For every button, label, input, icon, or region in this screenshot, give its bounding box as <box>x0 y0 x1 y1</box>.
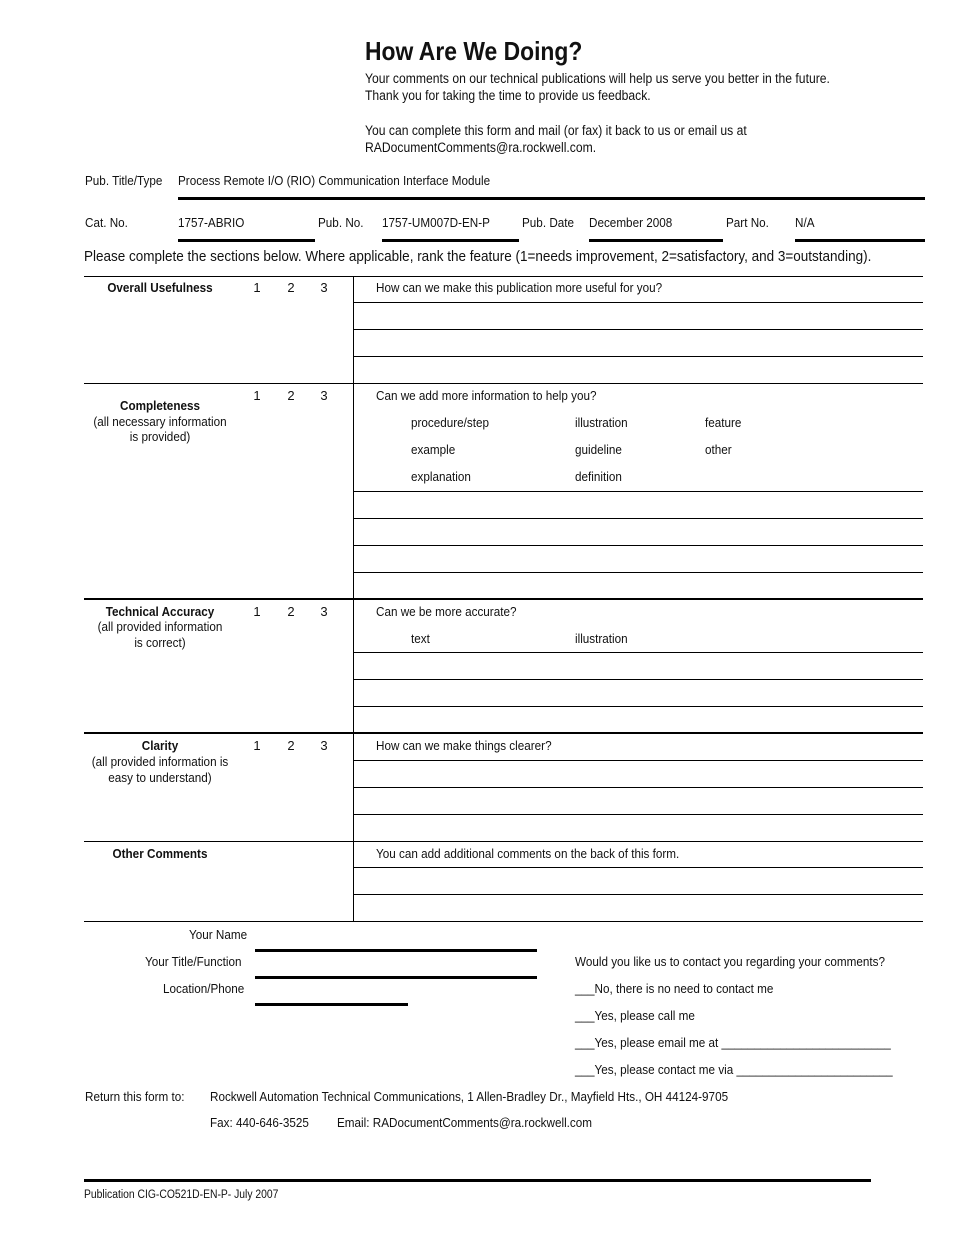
clarity-subtitle-2: easy to understand) <box>108 770 212 785</box>
answer-line[interactable] <box>354 652 923 653</box>
option-explanation[interactable]: explanation <box>411 469 471 484</box>
footer-rule <box>84 1179 871 1182</box>
option-text[interactable]: text <box>411 631 430 646</box>
completeness-rank-1[interactable]: 1 <box>253 388 261 403</box>
completeness-subtitle-2: is provided) <box>129 429 191 444</box>
return-label: Return this form to: <box>85 1089 185 1104</box>
pub-title-underline <box>178 197 925 200</box>
your-title-field[interactable] <box>255 976 537 979</box>
your-name-field[interactable] <box>255 949 537 952</box>
clarity-rank-2[interactable]: 2 <box>287 738 295 753</box>
answer-line[interactable] <box>354 329 923 330</box>
contact-option-other[interactable]: ___Yes, please contact me via ________________________ <box>575 1062 893 1077</box>
accuracy-rank-2[interactable]: 2 <box>287 604 295 619</box>
pub-no-underline <box>382 239 519 242</box>
location-phone-label: Location/Phone <box>163 981 245 996</box>
cat-no-label: Cat. No. <box>85 215 128 230</box>
intro-email[interactable]: RADocumentComments@ra.rockwell.com. <box>365 140 597 155</box>
option-definition[interactable]: definition <box>575 469 622 484</box>
pub-title-label: Pub. Title/Type <box>85 173 163 188</box>
your-title-label: Your Title/Function <box>145 954 242 969</box>
answer-line[interactable] <box>354 867 923 868</box>
section-border-bottom <box>84 921 923 922</box>
answer-line[interactable] <box>354 706 923 707</box>
accuracy-subtitle-2: is correct) <box>134 635 186 650</box>
completeness-title: Completeness <box>120 398 200 413</box>
pub-date-underline <box>589 239 723 242</box>
part-no-label: Part No. <box>726 215 769 230</box>
clarity-subtitle-1: (all provided information is <box>91 754 229 769</box>
location-phone-field[interactable] <box>255 1003 408 1006</box>
contact-option-email[interactable]: ___Yes, please email me at __________________________ <box>575 1035 891 1050</box>
section-border <box>84 383 923 384</box>
usefulness-question: How can we make this publication more useful for you? <box>376 280 663 295</box>
answer-line[interactable] <box>354 760 923 761</box>
accuracy-title: Technical Accuracy <box>105 604 215 619</box>
accuracy-rank-1[interactable]: 1 <box>253 604 261 619</box>
answer-line[interactable] <box>354 545 923 546</box>
answer-line[interactable] <box>354 356 923 357</box>
return-address: Rockwell Automation Technical Communications, 1 Allen-Bradley Dr., Mayfield Hts., OH 44124-9705 <box>210 1089 729 1104</box>
completeness-subtitle-1: (all necessary information <box>93 414 227 429</box>
usefulness-rank-2[interactable]: 2 <box>287 280 295 295</box>
option-illustration[interactable]: illustration <box>575 415 628 430</box>
option-example[interactable]: example <box>411 442 456 457</box>
section-border <box>84 732 923 734</box>
section-border <box>84 598 923 600</box>
accuracy-question: Can we be more accurate? <box>376 604 517 619</box>
accuracy-rank-3[interactable]: 3 <box>320 604 328 619</box>
answer-line[interactable] <box>354 894 923 895</box>
intro-line-2: Thank you for taking the time to provide us feedback. <box>365 88 651 103</box>
completeness-question: Can we add more information to help you? <box>376 388 597 403</box>
clarity-rank-1[interactable]: 1 <box>253 738 261 753</box>
answer-line[interactable] <box>354 302 923 303</box>
accuracy-subtitle-1: (all provided information <box>97 619 223 634</box>
answer-line[interactable] <box>354 518 923 519</box>
answer-line[interactable] <box>354 814 923 815</box>
footer-publication: Publication CIG-CO521D-EN-P- July 2007 <box>84 1189 279 1201</box>
contact-option-call[interactable]: ___Yes, please call me <box>575 1008 695 1023</box>
usefulness-rank-1[interactable]: 1 <box>253 280 261 295</box>
section-border-top <box>84 276 923 277</box>
part-no-value[interactable]: N/A <box>795 215 815 230</box>
other-comments-note: You can add additional comments on the back of this form. <box>376 846 680 861</box>
your-name-label: Your Name <box>189 927 248 942</box>
other-comments-title: Other Comments <box>112 846 208 861</box>
pub-no-value[interactable]: 1757-UM007D-EN-P <box>382 215 490 230</box>
cat-no-value[interactable]: 1757-ABRIO <box>178 215 245 230</box>
answer-line[interactable] <box>354 572 923 573</box>
clarity-title: Clarity <box>141 738 179 753</box>
section-border <box>84 841 923 842</box>
pub-title-value[interactable]: Process Remote I/O (RIO) Communication Interface Module <box>178 173 491 188</box>
answer-line[interactable] <box>354 679 923 680</box>
usefulness-title: Overall Usefulness <box>107 280 213 295</box>
contact-question: Would you like us to contact you regarding your comments? <box>575 954 885 969</box>
usefulness-rank-3[interactable]: 3 <box>320 280 328 295</box>
contact-option-no[interactable]: ___No, there is no need to contact me <box>575 981 774 996</box>
part-no-underline <box>795 239 925 242</box>
clarity-rank-3[interactable]: 3 <box>320 738 328 753</box>
cat-no-underline <box>178 239 315 242</box>
clarity-question: How can we make things clearer? <box>376 738 552 753</box>
completeness-rank-2[interactable]: 2 <box>287 388 295 403</box>
pub-date-value[interactable]: December 2008 <box>589 215 673 230</box>
intro-line-1: Your comments on our technical publications will help us serve you better in the future. <box>365 71 830 86</box>
option-feature[interactable]: feature <box>705 415 742 430</box>
answer-line[interactable] <box>354 787 923 788</box>
option-procedure-step[interactable]: procedure/step <box>411 415 490 430</box>
return-email[interactable]: Email: RADocumentComments@ra.rockwell.com <box>337 1115 593 1130</box>
option-other[interactable]: other <box>705 442 732 457</box>
intro-line-3: You can complete this form and mail (or fax) it back to us or email us at <box>365 123 747 138</box>
option-illustration[interactable]: illustration <box>575 631 628 646</box>
pub-no-label: Pub. No. <box>318 215 364 230</box>
instructions: Please complete the sections below. Where applicable, rank the feature (1=needs improvement, 2=satisfactory, and 3=outstanding). <box>84 248 872 265</box>
option-guideline[interactable]: guideline <box>575 442 622 457</box>
return-fax: Fax: 440-646-3525 <box>210 1115 309 1130</box>
answer-line[interactable] <box>354 491 923 492</box>
page-title: How Are We Doing? <box>365 36 583 66</box>
completeness-rank-3[interactable]: 3 <box>320 388 328 403</box>
pub-date-label: Pub. Date <box>522 215 575 230</box>
